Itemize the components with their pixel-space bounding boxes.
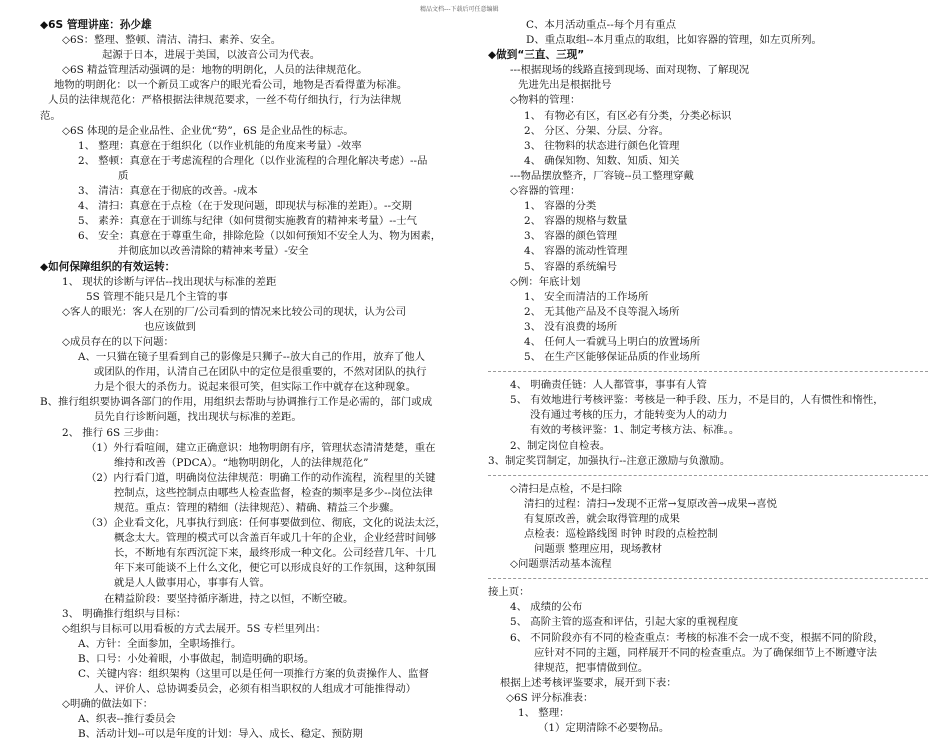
text-line: 2、 无其他产品及不良等混入场所 — [524, 305, 680, 318]
text-line: 1、 有物必有区，有区必有分类，分类必标识 — [524, 109, 732, 122]
text-line: B、口号：小处着眼，小事做起，制造明确的职场。 — [78, 652, 315, 665]
text-line: 概念太大。管理的模式可以含盖百年或几十年的企业，企业经营时间够 — [114, 532, 437, 545]
text-line: D、重点取组--本月重点的取组，比如容器的管理，如左页所列。 — [526, 34, 822, 47]
text-line: 5、 有效地进行考核评鉴：考核是一种手段、压力，不是目的，人有惯性和惰性， — [510, 394, 884, 407]
text-line: 有复原改善，就会取得管理的成果 — [524, 512, 680, 525]
text-line: C、本月活动重点--每个月有重点 — [526, 19, 677, 31]
text-line: ---物品摆放整齐，厂容镜--员工整理穿戴 — [510, 169, 694, 182]
text-line: 应针对不同的主题，同样展开不同的检查重点。为了确保细节上不断遵守法 — [534, 646, 877, 659]
text-line: 维持和改善（PDCA）。“地物明朗化，人的法律规范化” — [114, 456, 369, 469]
text-line: ◇6S 评分标准表： — [506, 691, 594, 704]
text-line: 力是个很大的杀伤力。说起来很可笑，但实际工作中就存在这种现象。 — [94, 381, 417, 394]
text-line: A、一只猫在镜子里看到自己的影像是只狮子--放大自己的作用，放弃了他人 — [78, 351, 426, 364]
text-line: 4、 清扫：真意在于点检（在于发现问题，即现状与标准的差距）。--交期 — [78, 200, 412, 213]
text-line: 3、 清洁：真意在于彻底的改善。-成本 — [78, 185, 258, 198]
text-line: 并彻底加以改善清除的精神来考量）-安全 — [118, 245, 309, 258]
text-line: ◇问题票活动基本流程 — [510, 558, 612, 571]
text-line: A、方针：全面参加，全职场推行。 — [78, 637, 242, 650]
text-line: 6、 安全：真意在于尊重生命，排除危险（以如何预知不安全人为、物为困素， — [78, 230, 442, 243]
text-line: 年下来可能谈不上什么文化，便它可以形成良好的工作氛围，这种氛围 — [114, 562, 437, 575]
text-line: 4、 明确责任链：人人都管事，事事有人管 — [510, 379, 707, 392]
text-line: 1、 整理：真意在于组织化（以作业机能的角度来考量）-效率 — [78, 139, 362, 152]
text-line: ◇6S 精益管理活动强调的是：地物的明朗化，人员的法律规范化。 — [62, 64, 368, 77]
text-line: （1）定期清除不必要物品。 — [538, 722, 670, 735]
text-line: 2、 推行 6S 三步曲： — [62, 426, 165, 439]
text-line: ◇清扫是点检，不是扫除 — [510, 482, 622, 495]
text-line: ◇6S：整理、整顿、清洁、清扫、素养、安全。 — [62, 34, 282, 47]
text-line: 5、 素养：真意在于训练与纪律（如何贯彻实施教育的精神来考量）--士气 — [78, 215, 418, 228]
text-line: 规范。重点：管理的精细（法律规范）、精确、精益三个步骤。 — [114, 502, 400, 514]
text-line: ◇组织与目标可以用看板的方式去展开。5S 专栏里列出： — [62, 622, 327, 635]
text-line: 2、 整顿：真意在于考虑流程的合理化（以作业流程的合理化解决考虑）--品 — [78, 154, 428, 167]
text-line: 1、 现状的诊断与评估--找出现状与标准的差距 — [62, 275, 277, 288]
text-line: 2、 分区、分架、分层、分容。 — [524, 124, 669, 137]
text-line: 3、 明确推行组织与目标： — [62, 607, 187, 620]
text-line: 范。 — [40, 109, 61, 122]
text-line: 5、 容器的系统编号 — [524, 260, 618, 273]
text-line: B、推行组织要协调各部门的作用，用组织去帮助与协调推行工作是必需的，部门或成 — [40, 396, 433, 409]
section-divider — [488, 475, 928, 476]
text-line: 2、制定岗位自检表。 — [510, 439, 611, 452]
text-line: 3、 往物料的状态进行颜色化管理 — [524, 139, 680, 152]
text-line: 先进先出是根据批号 — [518, 79, 612, 92]
right-column — [488, 18, 928, 736]
text-line: 控制点，这些控制点由哪些人检查监督，检查的频率是多少--岗位法律 — [114, 486, 433, 499]
section-heading: ◆6S 管理讲座：孙少雄 — [40, 19, 152, 31]
text-line: 点检表：巡检路线图 时钟 时段的点检控制 — [524, 528, 718, 540]
text-line: 就是人人做事用心，事事有人管。 — [114, 577, 270, 590]
section-divider — [488, 371, 928, 372]
page-header-watermark: 精品文档---下载后可任意编辑 — [420, 6, 499, 13]
text-line: 或团队的作用，认清自己在团队中的定位是很重要的，不然对团队的执行 — [94, 366, 427, 379]
text-line: 在精益阶段：要坚持循序渐进，持之以恒，不断空破。 — [104, 592, 354, 605]
section-divider — [488, 578, 928, 579]
text-line: 3、制定奖罚制定，加强执行--注意正激励与负激励。 — [488, 454, 731, 467]
text-line: 3、 没有浪费的场所 — [524, 320, 618, 333]
text-line: 人、评价人、总协调委员会，必须有相当职权的人组成才可能推得动） — [94, 683, 417, 696]
text-line: 起源于日本，进展于美国，以波音公司为代表。 — [102, 49, 321, 62]
text-line: 人员的法律规范化：严格根据法律规范要求，一丝不苟仔细执行，行为法律规 — [48, 94, 402, 107]
text-line: ◇物料的管理： — [510, 94, 581, 107]
text-line: 长，不断地有东西沉淀下来，最终形成一种文化。公司经营几年、十几 — [114, 547, 437, 560]
text-line: 1、 安全而清洁的工作场所 — [524, 290, 649, 303]
text-line: （1）外行看喧闹，建立正确意识：地物明朗有序，管理状态清清楚楚，重在 — [86, 441, 436, 454]
text-line: （3）企业看文化，凡事执行到底：任何事要做到位、彻底，文化的说法太泛， — [86, 517, 446, 530]
text-line: 有效的考核评鉴：1、制定考核方法、标准。。 — [530, 424, 740, 437]
text-line: ◇容器的管理： — [510, 185, 581, 198]
text-line: ---根据现场的线路直接到现场、面对现物、了解现况 — [510, 64, 750, 77]
text-line: （2）内行看门道，明确岗位法律规范：明确工作的动作流程，流程里的关键 — [86, 471, 436, 484]
text-line: 5、 在生产区能够保证品质的作业场所 — [524, 351, 701, 364]
section-heading: ◆做到“三直、三现” — [488, 49, 585, 62]
text-line: 1、 容器的分类 — [524, 200, 597, 213]
text-line: ◇例：年底计划 — [510, 275, 581, 288]
text-line: 4、 成绩的公布 — [510, 601, 583, 614]
text-line: 没有通过考核的压力，才能转变为人的动力 — [530, 409, 728, 422]
text-line: 问题票 整理应用，现场教材 — [534, 543, 662, 556]
text-line: ◇成员存在的以下问题： — [62, 335, 174, 348]
text-line: 4、 任何人一看就马上明白的放置场所 — [524, 335, 701, 348]
text-line: ◇明确的做法如下： — [62, 698, 154, 711]
text-line: 质 — [118, 169, 129, 182]
text-line: 律规范，把事情做到位。 — [534, 661, 649, 674]
text-line: 员先自行诊断问题，找出现状与标准的差距。 — [94, 411, 302, 424]
text-line: 4、 确保知物、知数、知质、知关 — [524, 154, 680, 167]
text-line: 接上页： — [488, 586, 530, 599]
text-line: B、活动计划--可以是年度的计划：导入、成长、稳定、预防期 — [78, 728, 363, 741]
text-line: 清扫的过程：清扫→发现不正常→复原改善→成果→喜悦 — [524, 497, 778, 510]
text-line: 4、 容器的流动性管理 — [524, 245, 628, 258]
text-line: C、关键内容：组织架构（这里可以是任何一项推行方案的负责操作人、监督 — [78, 668, 429, 681]
text-line: 5、 高阶主管的巡查和评估，引起大家的重视程度 — [510, 616, 739, 629]
left-column — [40, 18, 495, 743]
text-line: 也应该做到 — [144, 320, 196, 333]
section-heading: ◆如何保障组织的有效运转： — [40, 260, 176, 273]
text-line: 3、 容器的颜色管理 — [524, 230, 618, 243]
text-line: ◇客人的眼光：客人在别的厂/公司看到的情况来比较公司的现状，认为公司 — [62, 305, 406, 318]
text-line: 2、 容器的规格与数量 — [524, 215, 628, 228]
text-line: 地物的明朗化：以一个新员工或客户的眼光看公司，地物是否看得董为标准。 — [54, 79, 408, 92]
text-line: ◇6S 体现的是企业品性、企业优“势”，6S 是企业品性的标志。 — [62, 124, 354, 137]
text-line: A、织表--推行委员会 — [78, 713, 176, 726]
text-line: 6、 不同阶段亦有不同的检查重点：考核的标准不会一成不变，根据不同的阶段， — [510, 631, 884, 644]
text-line: 1、 整理： — [518, 707, 570, 720]
text-line: 根据上述考核评鉴要求，展开到下表： — [500, 676, 677, 689]
text-line: 5S 管理不能只是几个主管的事 — [86, 290, 228, 303]
